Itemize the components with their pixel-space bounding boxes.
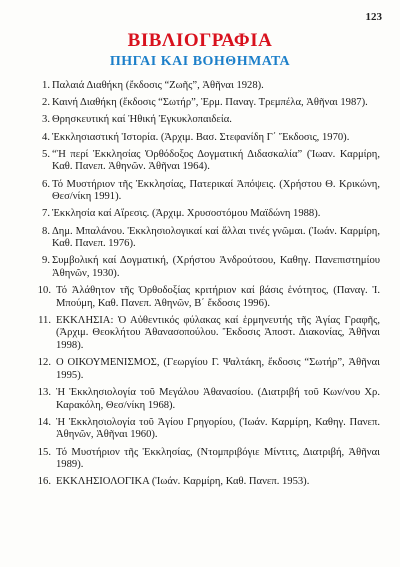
entry-number: 12. [37,357,51,369]
entry-text: Συμβολική καί Δογματική, (Χρήστου Ἀνδρούτσου, Καθηγ. Πανεπιστημίου Ἀθηνῶν, 1930). [52,255,380,279]
entry-text: ΕΚΚΛΗΣΙΑ: Ὁ Αὐθεντικός φύλακας καί ἑρμηνευτής τῆς Ἁγίας Γραφῆς, (Ἀρχιμ. Θεοκλήτου Ἀθανασοπούλου. Ἔκδοσις Ἀποστ. Διακονίας, Ἀθῆναι 1998). [56,314,380,352]
entry-text: Καινή Διαθήκη (ἔκδοσις “Σωτήρ”, Ἑρμ. Παναγ. Τρεμπέλα, Ἀθῆναι 1987). [52,97,368,109]
entry-text: Τό Μυστήριον τῆς Ἐκκλησίας, Πατερικαί Ἀπόψεις. (Χρήστου Θ. Κρικώνη, Θεσ/νίκη 1991). [52,178,380,203]
bibliography-list [34,80,380,494]
bibliography-entry [34,114,380,127]
entry-number: 6. [42,178,50,190]
bibliography-entry [34,387,380,412]
bibliography-entry [34,149,380,174]
entry-text: Τό Ἀλάθητον τῆς Ὀρθοδοξίας κριτήριον καί βάσις ἑνότητος, (Παναγ. Ἰ. Μπούμη, Καθ. Πανεπ. Ἀθηνῶν, Β΄ ἔκδοσις 1996). [56,285,380,309]
bibliography-entry [34,226,380,251]
entry-number: 13. [37,387,51,398]
bibliography-entry [34,417,380,442]
page-number: 123 [365,11,382,23]
entry-number: 16. [37,476,51,488]
bibliography-entry [34,357,380,382]
bibliography-entry [34,447,380,472]
bibliography-entry [34,179,380,204]
entry-text: “Ἡ περί Ἐκκλησίας Ὀρθόδοξος Δογματική Διδασκαλία” (Ἰωαν. Καρμίρη, Καθ. Πανεπ. Ἀθηνῶν. Ἀθῆναι 1964). [52,148,380,173]
bibliography-entry [34,97,380,110]
entry-text: Θρησκευτική καί Ἠθική Ἐγκυκλοπαιδεία. [52,114,232,126]
entry-text: Ἡ Ἐκκλησιολογία τοῦ Μεγάλου Ἀθανασίου. (Διατριβή τοῦ Κων/νου Χρ. Καρακόλη, Θεσ/νίκη 1968). [56,387,380,411]
entry-number: 5. [42,148,50,160]
page-subtitle: ΠΗΓΑΙ ΚΑΙ ΒΟΗΘΗΜΑΤΑ [109,54,291,69]
entry-text: ΕΚΚΛΗΣΙΟΛΟΓΙΚΑ (Ἰωάν. Καρμίρη, Καθ. Πανεπ. 1953). [56,476,310,488]
bibliography-entry [34,255,380,280]
bibliography-entry [34,285,380,310]
bibliography-entry [34,208,380,221]
bibliography-entry [34,80,380,93]
bibliography-entry [34,476,380,489]
entry-number: 1. [42,80,50,91]
entry-number: 7. [42,208,50,220]
bibliography-entry [34,315,380,353]
entry-number: 15. [37,446,51,458]
entry-number: 4. [42,131,50,143]
entry-text: Παλαιά Διαθήκη (ἔκδοσις “Ζωῆς”, Ἀθῆναι 1928). [52,80,264,91]
entry-number: 3. [42,114,50,126]
entry-text: Τό Μυστήριον τῆς Ἐκκλησίας, (Ντομπριβόγιε Μίντιτς, Διατριβή, Ἀθῆναι 1989). [56,446,380,471]
entry-text: Δημ. Μπαλάνου. Ἐκκλησιολογικαί καί ἄλλαι τινές γνῶμαι. (Ἰωάν. Καρμίρη, Καθ. Πανεπ. 1976). [52,225,380,250]
bibliography-entry [34,132,380,145]
entry-number: 14. [37,416,51,428]
entry-text: Ἐκκλησιαστική Ἱστορία. (Ἀρχιμ. Βασ. Στεφανίδη Γ΄ Ἔκδοσις, 1970). [52,131,350,143]
entry-text: Ἡ Ἐκκλησιολογία τοῦ Ἁγίου Γρηγορίου, (Ἰωάν. Καρμίρη, Καθηγ. Πανεπ. Ἀθηνῶν, Ἀθῆναι 1960). [56,416,380,441]
page-title: ΒΙΒΛΙΟΓΡΑΦΙΑ [127,30,273,51]
entry-number: 10. [37,285,51,297]
entry-text: Ο ΟΙΚΟΥΜΕΝΙΣΜΟΣ, (Γεωργίου Γ. Ψαλτάκη, ἔκδοσις “Σωτήρ”, Ἀθῆναι 1995). [56,357,380,381]
entry-text: Ἐκκλησία καί Αἵρεσις. (Ἀρχιμ. Χρυσοστόμου Μαϊδώνη 1988). [52,208,321,220]
entry-number: 9. [42,255,50,267]
entry-number: 11. [38,314,51,326]
entry-number: 8. [42,225,50,237]
entry-number: 2. [42,97,50,109]
